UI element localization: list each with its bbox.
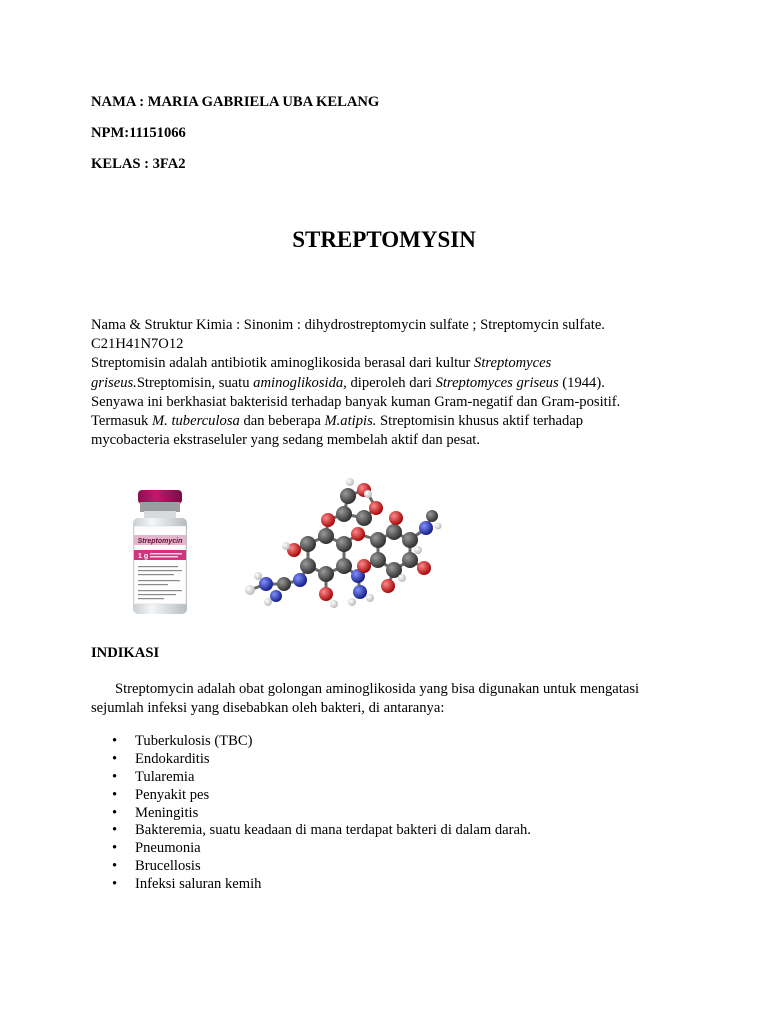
bullet-icon: • bbox=[112, 840, 118, 857]
vial-cap bbox=[138, 490, 182, 504]
bullet-icon: • bbox=[112, 804, 118, 821]
molecule-atoms bbox=[245, 478, 442, 608]
bullet-icon: • bbox=[112, 876, 118, 893]
description-line-5: Senyawa ini berkhasiat bakterisid terhadap banyak kuman Gram-negatif dan Gram-positif. bbox=[91, 393, 621, 410]
indikasi-bullet-list bbox=[91, 733, 531, 894]
vial-strength-text: 1 g bbox=[138, 553, 149, 560]
list-item: • Bakteremia, suatu keadaan di mana terdapat bakteri di dalam darah. bbox=[112, 822, 531, 839]
description-line-7: mycobacteria ekstraseluler yang sedang membelah aktif dan pesat. bbox=[91, 432, 481, 449]
indikasi-intro bbox=[91, 680, 691, 718]
streptomycin-vial-image bbox=[130, 488, 190, 616]
document-title: STREPTOMYSIN bbox=[292, 227, 476, 252]
list-item: • Endokarditis bbox=[112, 750, 210, 767]
list-item: • Penyakit pes bbox=[112, 786, 210, 803]
bullet-icon: • bbox=[112, 733, 118, 749]
description-line-4: griseus.Streptomisin, suatu aminoglikosida, diperoleh dari Streptomyces griseus (1944). bbox=[91, 374, 605, 391]
list-item: • Meningitis bbox=[112, 804, 199, 821]
student-class-line: KELAS : 3FA2 bbox=[91, 156, 186, 172]
list-item: • Brucellosis bbox=[112, 858, 201, 875]
description-synonym-line: Nama & Struktur Kimia : Sinonim : dihydrostreptomycin sulfate ; Streptomycin sulfate. bbox=[91, 317, 605, 333]
indikasi-intro-line-2: sejumlah infeksi yang disebabkan oleh bakteri, di antaranya: bbox=[91, 700, 445, 716]
chemical-formula: C21H41N7O12 bbox=[91, 336, 184, 353]
list-item: • Infeksi saluran kemih bbox=[112, 876, 262, 893]
description-paragraph bbox=[91, 316, 691, 450]
bullet-icon: • bbox=[112, 786, 118, 803]
bullet-icon: • bbox=[112, 768, 118, 785]
bullet-icon: • bbox=[112, 750, 118, 767]
vial-brand-text: Streptomycin bbox=[137, 538, 183, 545]
list-item: • Tularemia bbox=[112, 768, 195, 785]
student-name-line: NAMA : MARIA GABRIELA UBA KELANG bbox=[91, 94, 380, 110]
description-line-3: Streptomisin adalah antibiotik aminoglikosida berasal dari kultur Streptomyces bbox=[91, 355, 552, 372]
indikasi-intro-line-1: Streptomycin adalah obat golongan aminoglikosida yang bisa digunakan untuk mengatasi bbox=[115, 681, 640, 697]
bullet-icon: • bbox=[112, 822, 118, 839]
list-item: • Pneumonia bbox=[112, 840, 201, 857]
description-line-6: Termasuk M. tuberculosa dan beberapa M.atipis. Streptomisin khusus aktif terhadap bbox=[91, 413, 584, 430]
streptomycin-molecule-image bbox=[236, 474, 442, 612]
indikasi-heading: INDIKASI bbox=[91, 645, 160, 661]
bullet-icon: • bbox=[112, 858, 118, 875]
list-item: • Tuberkulosis (TBC) bbox=[112, 733, 253, 749]
student-npm-line: NPM:11151066 bbox=[91, 125, 186, 141]
